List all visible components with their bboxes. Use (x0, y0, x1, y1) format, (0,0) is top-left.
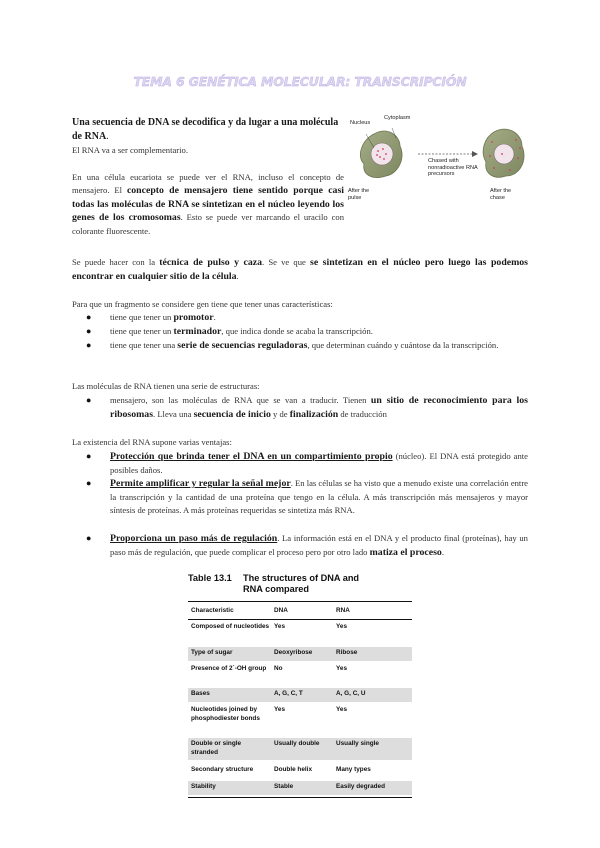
gene-b2-end: , que indica donde se acaba la transcripción. (221, 326, 373, 336)
table-title-line1: The structures of DNA and (243, 573, 360, 583)
intro-p2-text-b: . Esto se puede ver marcando el uracilo con colorante fluorescente. (72, 212, 344, 236)
table-number: Table 13.1 (188, 573, 232, 583)
bullet-icon: ● (86, 312, 92, 322)
pulse-text-c: . Se ve que (262, 257, 311, 267)
advantage-3-bold2: matiza el proceso (369, 546, 442, 558)
table-cell: Yes (274, 623, 286, 630)
table-header-rule (188, 619, 412, 620)
dna-rna-comparison-table (180, 569, 412, 801)
bullet-icon: ● (86, 478, 92, 488)
list-item (72, 325, 528, 339)
structures-b1-bold: un sitio de reconocimiento para los ribosomas (110, 395, 528, 420)
list-item (72, 532, 528, 559)
structures-b1-text-c: y de (270, 408, 290, 419)
table-cell: Yes (336, 706, 348, 713)
table-title (188, 573, 359, 595)
table-row (188, 665, 412, 685)
structures-b1-text-b: . Lleva una (153, 408, 194, 419)
pulse-text-e: . (236, 270, 239, 281)
table-cell: Type of sugar (191, 649, 233, 656)
list-item (72, 394, 528, 421)
table-cell: Stability (191, 783, 216, 790)
after-pulse-label: After the pulse (348, 188, 370, 201)
intro-paragraph (72, 116, 344, 238)
intro-dot: . (106, 131, 109, 142)
table-bottom-rule (188, 797, 412, 798)
table-row (188, 781, 412, 795)
table-row (188, 647, 412, 661)
advantage-1-bold: Protección que brinda tener el DNA en un compartimiento propio (110, 451, 393, 462)
list-item (72, 339, 528, 353)
table-header-row (188, 607, 412, 617)
gene-b3-text: tiene que tener una (110, 340, 178, 350)
table-cell: Yes (336, 665, 348, 672)
advantage-3-end: . (441, 546, 444, 557)
nucleus-before-shape (371, 143, 393, 165)
gene-intro: Para que un fragmento se considere gen tiene que tener unas características: (72, 299, 333, 309)
chased-label: Chased with nonradioactive RNA precursors (428, 158, 478, 177)
table-cell: Many types (336, 766, 371, 773)
table-cell: A, G, C, U (336, 690, 366, 697)
pulse-bold-result: se sintetizan en el núcleo pero luego las podemos encontrar en cualquier sitio de la célula (72, 257, 528, 282)
table-top-rule (188, 601, 412, 602)
nucleus-label: Nucleus (350, 120, 371, 126)
table-cell: Double helix (274, 766, 312, 773)
cytoplasm-label: Cytoplasm (384, 115, 411, 121)
structures-b1-text-d: de traducción (338, 408, 387, 419)
table-header-cell: RNA (336, 607, 350, 614)
advantage-1-text: (núcleo). El DNA está protegido ante posibles daños. (110, 451, 528, 475)
bullet-icon: ● (86, 533, 92, 543)
intro-p2-bold: concepto de mensajero tiene sentido porque casi todas las moléculas de RNA se sintetizan en el núcleo leyendo los genes de los cromosomas (72, 185, 344, 223)
table-cell: Ribose (336, 649, 358, 656)
table-header-cell: DNA (274, 607, 288, 614)
bullet-icon: ● (86, 395, 92, 405)
pulse-bold-technique: técnica de pulso y caza (159, 257, 263, 268)
pulse-chase-figure (344, 115, 534, 210)
advantages-intro: La existencia del RNA supone varias ventajas: (72, 437, 232, 447)
list-item (72, 477, 528, 518)
gene-b3-end: , que determinan cuándo y cuántose da la transcripción. (307, 340, 499, 350)
table-cell: Usually single (336, 740, 379, 747)
structures-intro: Las moléculas de RNA tienen una serie de estructuras: (72, 381, 260, 391)
advantage-3-bold: Proporciona un paso más de regulación (110, 533, 278, 544)
table-cell: Stable (274, 783, 294, 790)
table-row (188, 766, 412, 778)
table-row (188, 623, 412, 643)
table-title-line2: RNA compared (243, 584, 310, 594)
bullet-icon: ● (86, 451, 92, 461)
table-cell: No (274, 665, 283, 672)
advantage-3-text: . La información está en el DNA y el producto final (proteínas), hay un paso más de regulación, que puede complicar el proceso pero por otro lado (110, 533, 528, 557)
bullet-icon: ● (86, 340, 92, 350)
intro-bold-text: Una secuencia de DNA se decodifica y da lugar a una molécula de RNA (72, 117, 339, 142)
table-row (188, 738, 412, 760)
table-cell: Yes (336, 623, 348, 630)
table-cell: Usually double (274, 740, 320, 747)
table-header-cell: Characteristic (191, 607, 234, 614)
table-cell: Secondary structure (191, 766, 254, 773)
gene-b3-bold: serie de secuencias reguladoras (177, 340, 308, 351)
structures-b1-bold3: finalización (289, 408, 339, 420)
intro-p2-text-a: En una célula eucariota se puede ver el RNA, incluso el concepto de mensajero. El (72, 171, 344, 195)
table-cell: A, G, C, T (274, 690, 303, 697)
table-cell: Double or single stranded (191, 740, 242, 756)
table-cell: Presence of 2´-OH group (191, 665, 267, 672)
table-row (188, 706, 412, 736)
pulse-paragraph (72, 256, 528, 283)
table-cell: Easily degraded (336, 783, 386, 790)
gene-b2-bold: terminador (173, 326, 222, 337)
advantage-2-text: . En las células se ha visto que a menudo existe una correlación entre la transcripción y la cantidad de una proteína que tengo en la célula. A más transcripción más mensajeros y mayor síntesis de proteínas. A más proteínas requeridas se sintetiza más RNA. (110, 478, 528, 515)
table-cell: Composed of nucleotides (191, 623, 270, 630)
table-row (188, 688, 412, 702)
gene-b1-bold: promotor (173, 312, 214, 323)
structures-b1-bold2: secuencia de inicio (193, 408, 271, 420)
structures-b1-text: mensajero, son las moléculas de RNA que se van a traducir. Tienen (110, 395, 371, 405)
page-title: TEMA 6 GENÉTICA MOLECULAR: TRANSCRIPCIÓN (133, 74, 467, 89)
table-cell: Yes (274, 706, 286, 713)
table-cell: Nucleotides joined by phosphodiester bonds (191, 706, 260, 722)
after-chase-label: After the chase (490, 188, 512, 201)
list-item (72, 311, 528, 325)
gene-b2-text: tiene que tener un (110, 326, 174, 336)
table-cell: Bases (191, 690, 210, 697)
gene-b1-text: tiene que tener un (110, 312, 174, 322)
pulse-text-a: Se puede hacer con la (72, 257, 160, 267)
advantage-2-bold: Permite amplificar y regular la señal mejor (110, 478, 291, 489)
nucleus-after-shape (494, 144, 514, 164)
intro-line2: El RNA va a ser complementario. (72, 145, 188, 155)
list-item (72, 450, 528, 477)
gene-b1-end: . (213, 312, 216, 322)
chase-arrow-head (472, 151, 478, 157)
table-cell: Deoxyribose (274, 649, 313, 656)
intro-paragraph2 (72, 171, 344, 239)
bullet-icon: ● (86, 326, 92, 336)
